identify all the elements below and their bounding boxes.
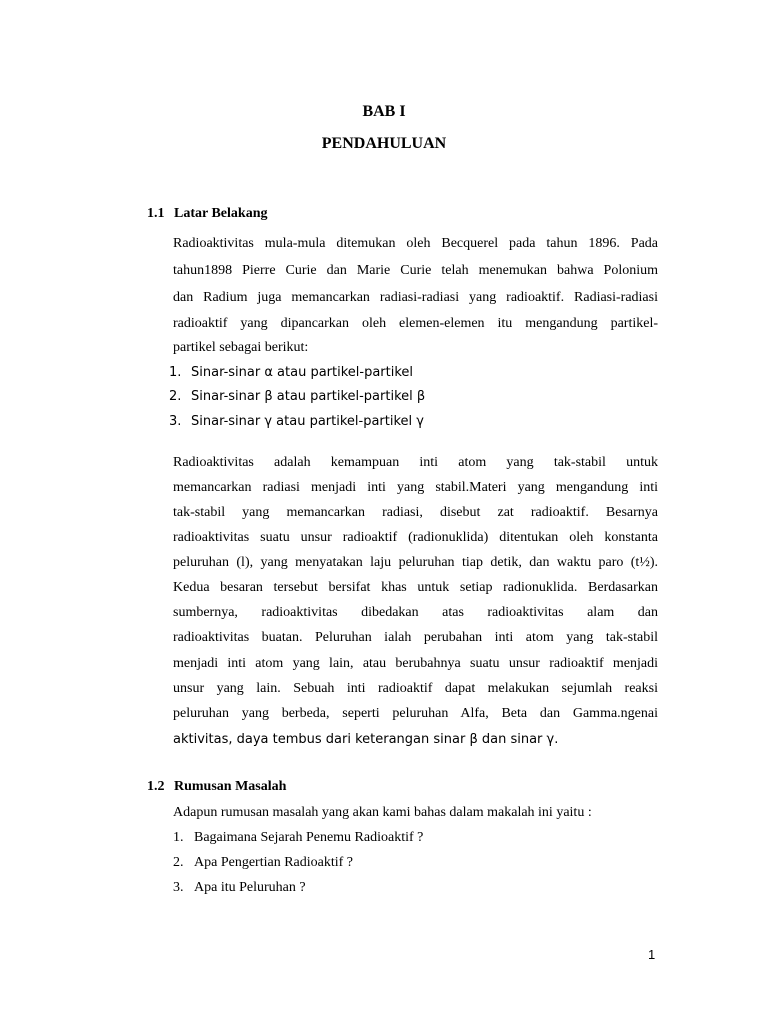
page-number: 1 bbox=[648, 947, 656, 962]
paragraph-line: partikel sebagai berikut: bbox=[173, 340, 309, 355]
list-number: 3. bbox=[173, 880, 184, 895]
paragraph-line: radioaktivitas buatan. Peluruhan ialah perubahan inti atom yang tak-stabil bbox=[173, 630, 658, 645]
list-item bbox=[173, 830, 423, 846]
paragraph-line: peluruhan yang berbeda, seperti peluruhan Alfa, Beta dan Gamma.ngenai bbox=[173, 706, 658, 721]
paragraph-line: tahun1898 Pierre Curie dan Marie Curie telah menemukan bahwa Polonium bbox=[173, 263, 658, 278]
list-text: Apa Pengertian Radioaktif ? bbox=[194, 855, 354, 870]
problem-intro: Adapun rumusan masalah yang akan kami bahas dalam makalah ini yaitu : bbox=[173, 805, 592, 820]
paragraph-line: peluruhan (l), yang menyatakan laju peluruhan tiap detik, dan waktu paro (t½). bbox=[173, 555, 658, 570]
list-text: Bagaimana Sejarah Penemu Radioaktif ? bbox=[194, 830, 424, 845]
section-heading-2 bbox=[147, 779, 286, 795]
chapter-title: PENDAHULUAN bbox=[321, 135, 447, 152]
paragraph-line: Radioaktivitas adalah kemampuan inti atom yang tak-stabil untuk bbox=[173, 455, 658, 470]
list-number: 1. bbox=[169, 365, 182, 380]
paragraph-line: radioaktif yang dipancarkan oleh elemen-elemen itu mengandung partikel- bbox=[173, 316, 658, 331]
list-number: 2. bbox=[173, 855, 184, 870]
section-number: 1.1 bbox=[147, 206, 165, 221]
section-title: Rumusan Masalah bbox=[174, 779, 287, 794]
paragraph-line: Radioaktivitas mula-mula ditemukan oleh Becquerel pada tahun 1896. Pada bbox=[173, 236, 658, 251]
section-title: Latar Belakang bbox=[174, 206, 268, 221]
paragraph-line: sumbernya, radioaktivitas dibedakan atas radioaktivitas alam dan bbox=[173, 605, 658, 620]
list-item bbox=[169, 389, 425, 404]
list-text: Sinar-sinar β atau partikel-partikel β bbox=[191, 389, 426, 404]
list-item bbox=[173, 855, 353, 871]
section-number: 1.2 bbox=[147, 779, 165, 794]
paragraph-line: tak-stabil yang memancarkan radiasi, disebut zat radioaktif. Besarnya bbox=[173, 505, 658, 520]
paragraph-line: dan Radium juga memancarkan radiasi-radiasi yang radioaktif. Radiasi-radiasi bbox=[173, 290, 658, 305]
list-number: 1. bbox=[173, 830, 184, 845]
paragraph-line: unsur yang lain. Sebuah inti radioaktif dapat melakukan sejumlah reaksi bbox=[173, 681, 658, 696]
paragraph-line: aktivitas, daya tembus dari keterangan sinar β dan sinar γ. bbox=[173, 732, 559, 747]
paragraph-line: memancarkan radiasi menjadi inti yang stabil.Materi yang mengandung inti bbox=[173, 480, 658, 495]
list-number: 3. bbox=[169, 414, 182, 429]
list-text: Sinar-sinar γ atau partikel-partikel γ bbox=[191, 414, 424, 429]
paragraph-line: Kedua besaran tersebut bersifat khas untuk setiap radionuklida. Berdasarkan bbox=[173, 580, 658, 595]
list-item bbox=[169, 414, 424, 429]
paragraph-line: radioaktivitas suatu unsur radioaktif (radionuklida) ditentukan oleh konstanta bbox=[173, 530, 658, 545]
chapter-label: BAB I bbox=[362, 103, 406, 120]
list-item bbox=[169, 365, 413, 380]
paragraph-line: menjadi inti atom yang lain, atau berubahnya suatu unsur radioaktif menjadi bbox=[173, 656, 658, 671]
list-item bbox=[173, 880, 306, 896]
list-text: Apa itu Peluruhan ? bbox=[194, 880, 306, 895]
section-heading-1 bbox=[147, 206, 267, 222]
list-number: 2. bbox=[169, 389, 182, 404]
list-text: Sinar-sinar α atau partikel-partikel bbox=[191, 365, 414, 380]
